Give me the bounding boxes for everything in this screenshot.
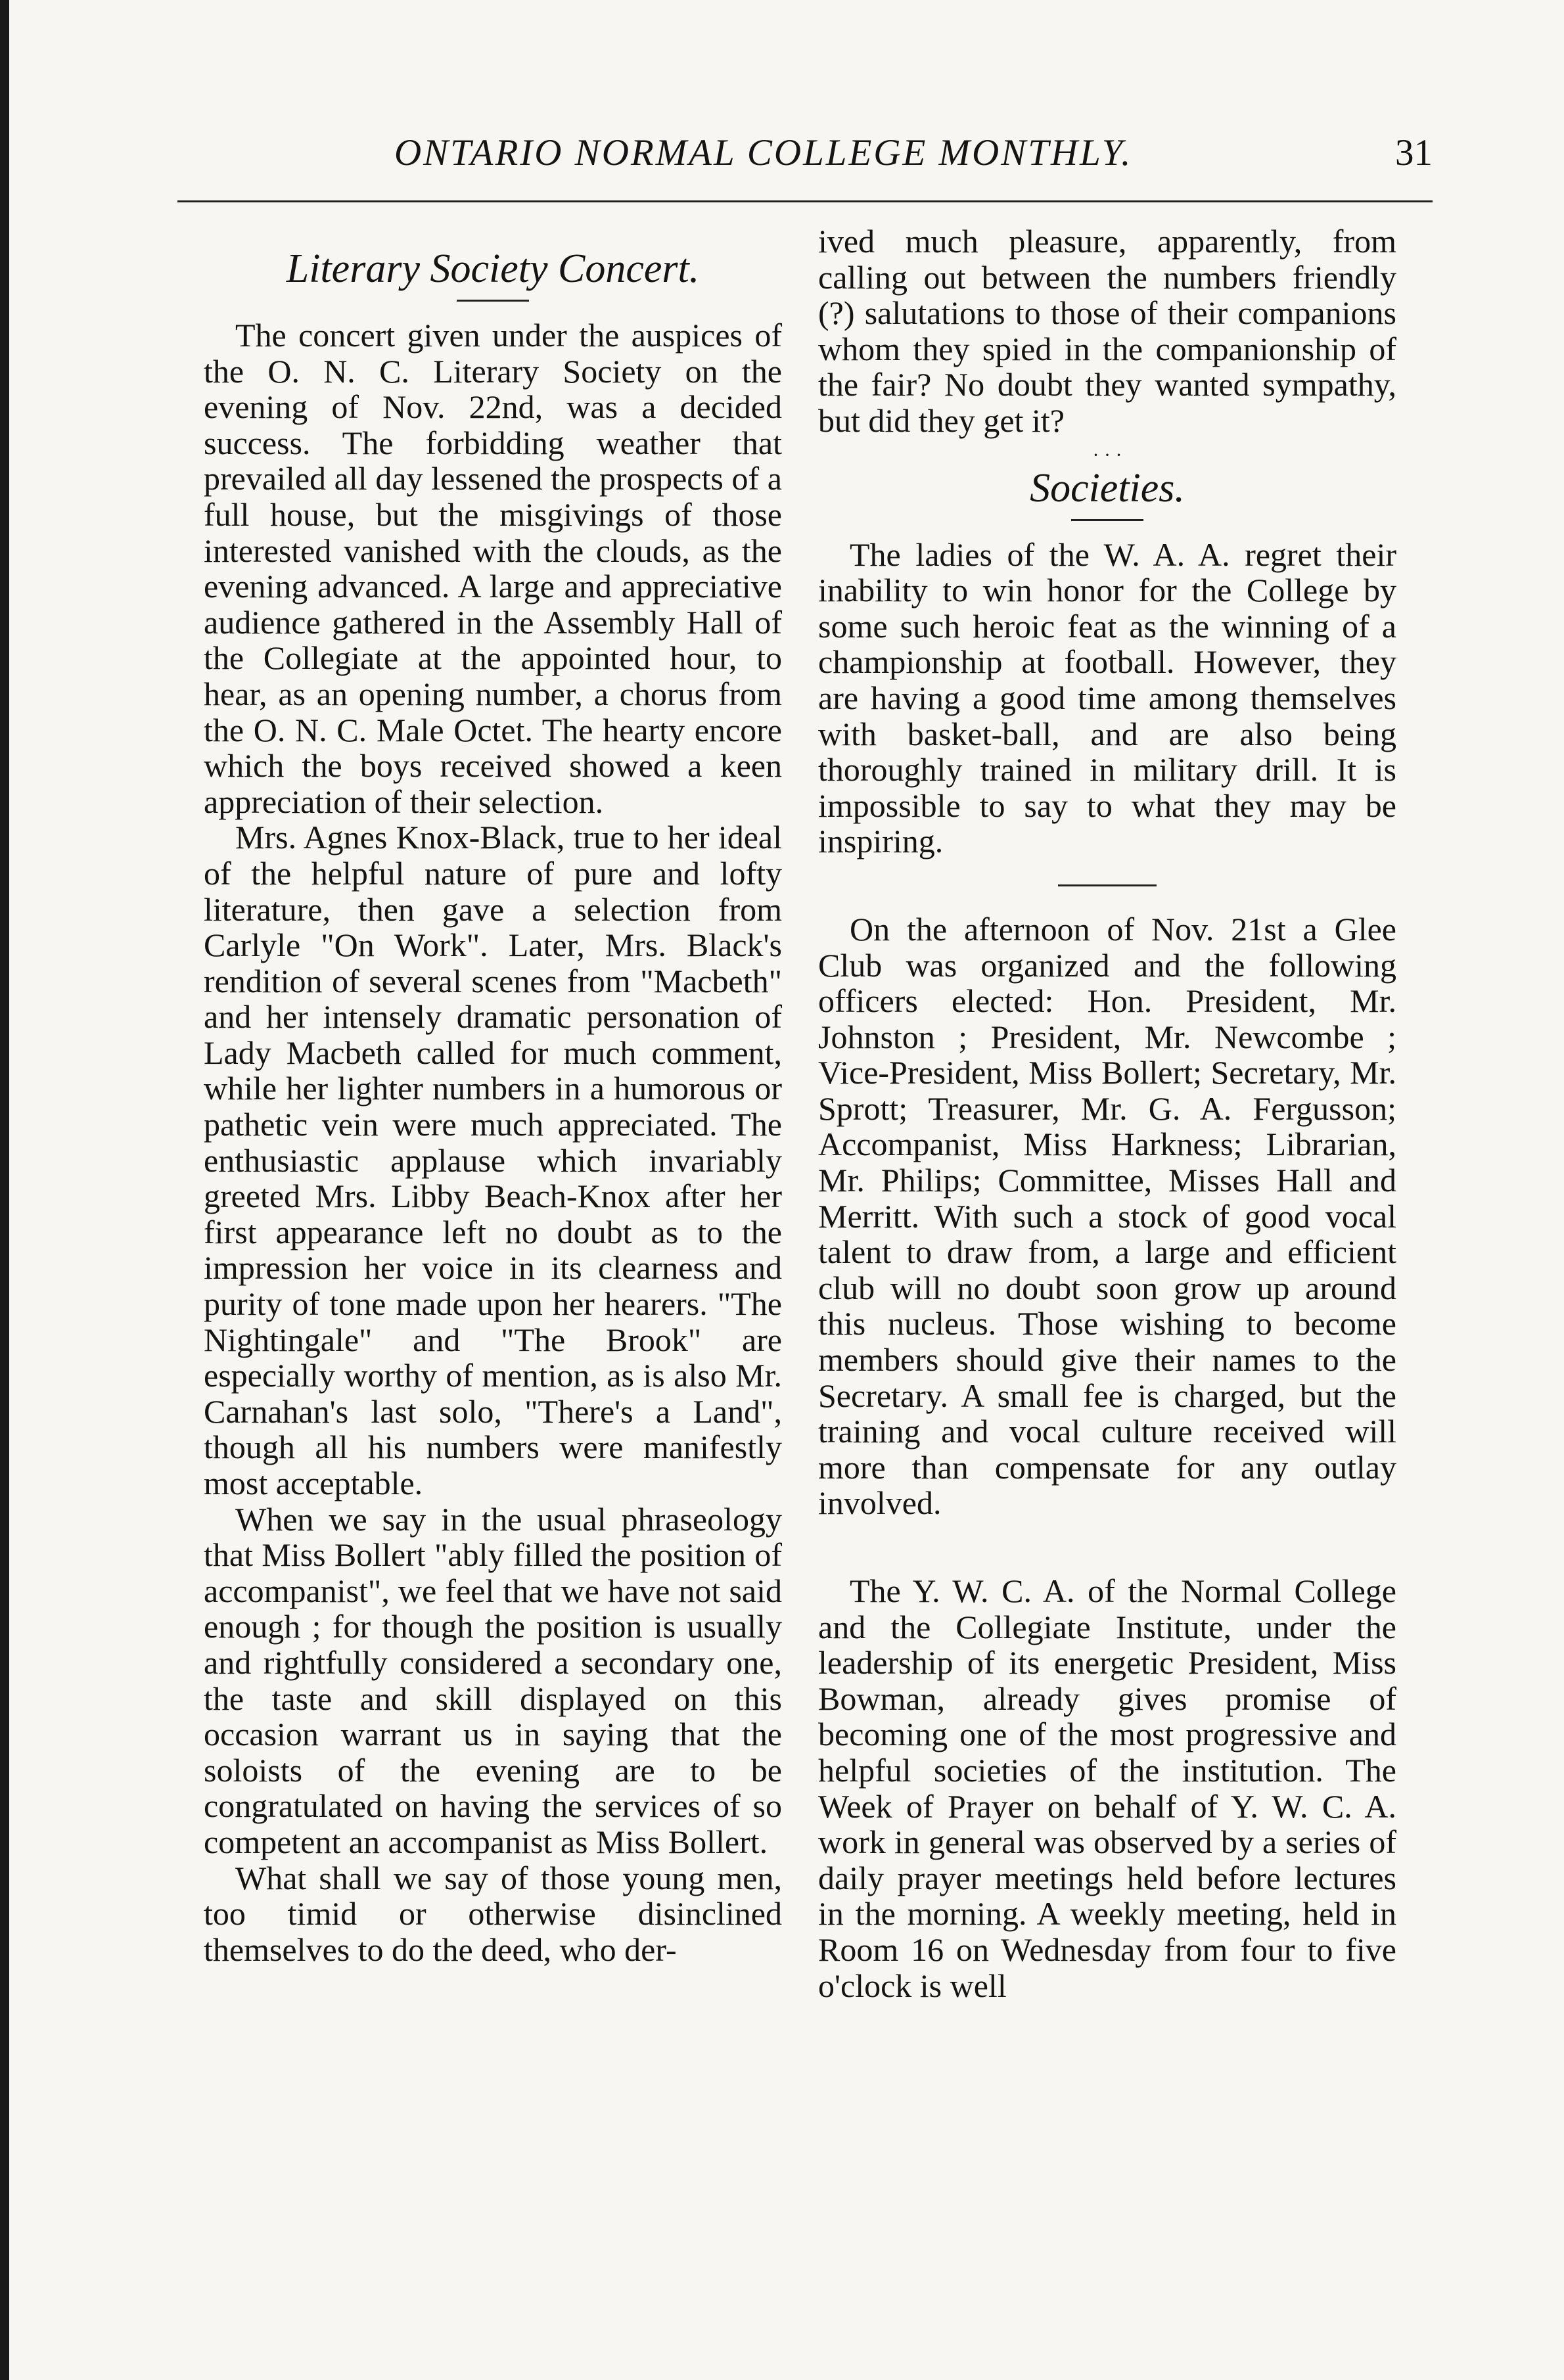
- section-divider: [1058, 1546, 1157, 1548]
- section-ornament: · · ·: [1092, 444, 1122, 466]
- continued-paragraph: ived much pleasure, apparently, from calling out between the numbers friendly (?) salutations to those of their companions whom they spied in the companionship of the fair? No doubt they wanted sympathy, but did they get it?: [818, 223, 1396, 439]
- paragraph: The Y. W. C. A. of the Normal College and the Collegiate Institute, under the leadership of its energetic President, Miss Bowman, already gives promise of becoming one of the most progressive and helpful societies of the institution. The Week of Prayer on behalf of Y. W. C. A. work in general was observed by a series of daily prayer meetings held before lectures in the morning. A weekly meeting, held in Room 16 on Wednesday from four to five o'clock is well: [818, 1572, 1396, 2004]
- right-column: [818, 223, 1396, 2003]
- paragraph: The ladies of the W. A. A. regret their inability to win honor for the College by some such heroic feat as the winning of a championship at football. However, they are having a good time among themselves with basket-ball, and are also being thoroughly trained in military drill. It is impossible to say to what they may be inspiring.: [818, 536, 1396, 860]
- journal-title: ONTARIO NORMAL COLLEGE MONTHLY.: [394, 132, 1133, 173]
- left-column: [204, 223, 782, 1967]
- section-divider: [1058, 884, 1157, 886]
- header-rule: [177, 200, 1433, 202]
- article-heading-literary-society: Literary Society Concert.: [286, 246, 700, 291]
- paragraph: When we say in the usual phraseology that Miss Bollert "ably filled the position of accompanist", we feel that we have not said enough ; for though the position is usually and rightfully considered a secondary one, the taste and skill displayed on this occasion warrant us in saying that the soloists of the evening are to be congratulated on having the services of so competent an accompanist as Miss Bollert.: [204, 1500, 782, 1860]
- paragraph: What shall we say of those young men, too timid or otherwise disinclined themselves to do the deed, who der-: [204, 1859, 782, 1968]
- paragraph: The concert given under the auspices of the O. N. C. Literary Society on the evening of Nov. 22nd, was a decided success. The forbidding weather that prevailed all day lessened the prospects of a full house, but the misgivings of those interested vanished with the clouds, as the evening advanced. A large and appreciative audience gathered in the Assembly Hall of the Collegiate at the appointed hour, to hear, as an opening number, a chorus from the O. N. C. Male Octet. The hearty encore which the boys received showed a keen appreciation of their selection.: [204, 317, 782, 820]
- paragraph: Mrs. Agnes Knox-Black, true to her ideal of the helpful nature of pure and lofty literature, then gave a selection from Carlyle "On Work". Later, Mrs. Black's rendition of several scenes from "Macbeth" and her intensely dramatic personation of Lady Macbeth called for much comment, while her lighter numbers in a humorous or pathetic vein were much appreciated. The enthusiastic applause which invariably greeted Mrs. Libby Beach-Knox after her first appearance left no doubt as to the impression her voice in its clearness and purity of tone made upon her hearers. "The Nightingale" and "The Brook" are especially worthy of mention, as is also Mr. Carnahan's last solo, "There's a Land", though all his numbers were manifestly most acceptable.: [204, 819, 782, 1501]
- running-head: [368, 131, 1433, 191]
- article-heading-societies: Societies.: [1030, 465, 1185, 511]
- heading-rule: [1071, 519, 1143, 521]
- page-binding-edge: [0, 0, 9, 2380]
- heading-rule: [457, 300, 529, 302]
- paragraph: On the afternoon of Nov. 21st a Glee Club was organized and the following officers elected: Hon. President, Mr. Johnston ; President, Mr. Newcombe ; Vice-President, Miss Bollert; Secretary, Mr. Sprott; Treasurer, Mr. G. A. Fergusson; Accompanist, Miss Harkness; Librarian, Mr. Philips; Committee, Misses Hall and Merritt. With such a stock of good vocal talent to draw from, a large and efficient club will no doubt soon grow up around this nucleus. Those wishing to become members should give their names to the Secretary. A small fee is charged, but the training and vocal culture received will more than compensate for any outlay involved.: [818, 910, 1396, 1522]
- page-number: 31: [1395, 132, 1433, 173]
